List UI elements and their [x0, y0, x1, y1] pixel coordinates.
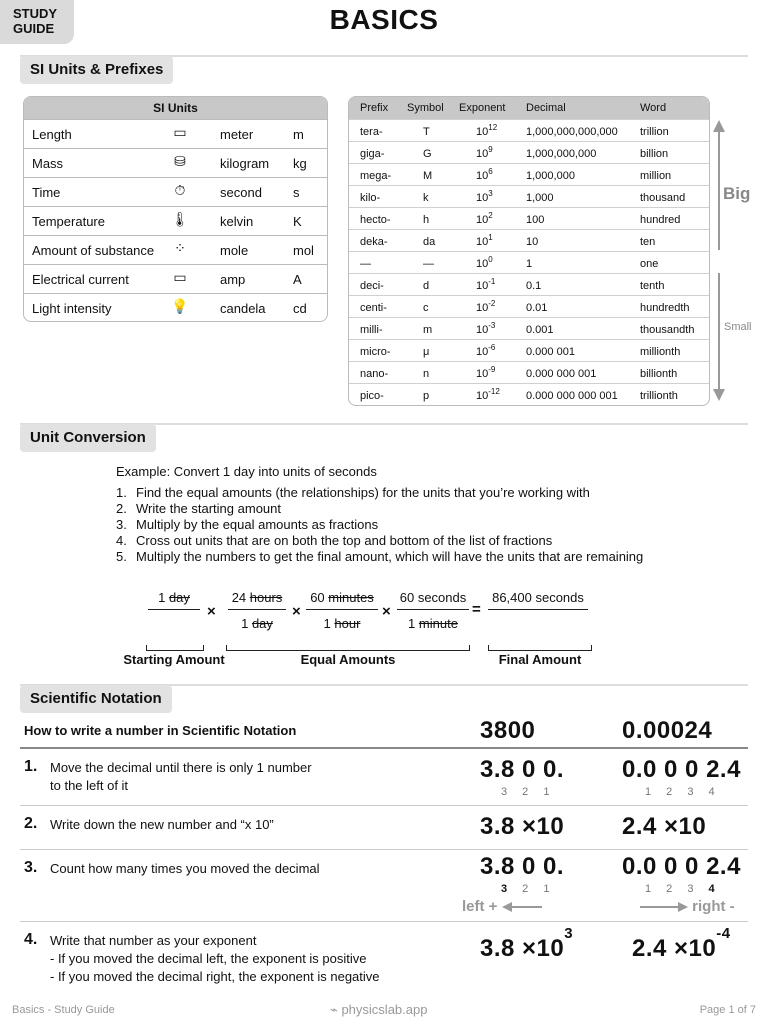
logo-icon: ⌁	[330, 1002, 338, 1017]
scientific-heading: How to write a number in Scientific Notation	[24, 723, 297, 738]
decimal-cell: 0.000 000 000 001	[526, 390, 618, 402]
b-moved-3: 0.0 0 0 2.4	[622, 853, 741, 880]
a-moved-3: 3.8 0 0.	[480, 853, 565, 880]
si-symbol: s	[293, 185, 300, 200]
section-scientific-title: Scientific Notation	[20, 685, 172, 713]
footer-right: Page 1 of 7	[699, 1004, 756, 1016]
si-quantity: Time	[32, 185, 61, 200]
word-cell: billion	[640, 148, 669, 160]
b-counts-3: 1 2 3 4	[645, 883, 721, 895]
prefix-col-header: Prefix	[360, 102, 389, 114]
weight-icon: ⛁	[174, 153, 186, 169]
heading-divider	[20, 747, 748, 749]
a-times: 3.8 ×10	[480, 813, 565, 840]
badge-line-2: GUIDE	[13, 21, 55, 36]
example-b: 0.00024	[622, 717, 713, 744]
si-quantity: Electrical current	[32, 272, 129, 287]
right-direction: right -	[640, 898, 735, 915]
prefix-cell: pico-	[360, 390, 384, 402]
word-cell: hundredth	[640, 302, 690, 314]
sn-step-2: 2.	[24, 815, 38, 832]
si-unit: amp	[220, 272, 246, 287]
left-arrow-icon	[502, 902, 542, 912]
prefix-cell: hecto-	[360, 214, 391, 226]
table-row	[349, 207, 709, 229]
word-cell: million	[640, 170, 672, 182]
conversion-example: Example: Convert 1 day into units of seconds	[116, 464, 377, 479]
right-arrow-icon	[640, 902, 688, 912]
symbol-cell: h	[423, 214, 430, 226]
table-row	[349, 251, 709, 273]
label-starting-amount: Starting Amount	[123, 652, 225, 667]
badge-line-1: STUDY	[13, 6, 58, 21]
decimal-cell: 1,000,000	[526, 170, 575, 182]
prefix-cell: milli-	[360, 324, 383, 336]
conversion-steps	[116, 485, 643, 565]
sn-step-3-text: Count how many times you moved the decimal	[50, 861, 320, 876]
symbol-cell: μ	[423, 346, 430, 358]
symbol-cell: c	[423, 302, 429, 314]
left-direction: left +	[462, 898, 542, 915]
si-quantity: Length	[32, 127, 72, 142]
word-cell: thousand	[640, 192, 686, 204]
b-final: $2.4 \times 10^{-4}$	[632, 925, 731, 962]
sn-step-1: 1.	[24, 758, 38, 775]
table-row	[349, 361, 709, 383]
table-row	[24, 148, 327, 177]
decimal-col-header: Decimal	[526, 102, 566, 114]
prefix-cell: —	[360, 258, 371, 270]
symbol-col-header: Symbol	[407, 102, 444, 114]
fraction-hours-day: 24 hours 1 day	[228, 590, 286, 631]
section-conversion-title: Unit Conversion	[20, 424, 156, 452]
word-cell: hundred	[640, 214, 681, 226]
exponent-cell: $10^{-9}$	[476, 365, 496, 380]
exponent-cell: $10^0$	[476, 255, 493, 270]
word-col-header: Word	[640, 102, 667, 114]
b-times: 2.4 ×10	[622, 813, 707, 840]
example-a: 3800	[480, 717, 536, 744]
sn-step-2-text: Write down the new number and “x 10”	[50, 817, 274, 832]
si-symbol: mol	[293, 243, 314, 258]
row-divider	[20, 805, 748, 806]
sn-step-3: 3.	[24, 859, 38, 876]
a-counts: 3 2 1	[501, 786, 556, 798]
list-item: 3. Multiply by the equal amounts as fractions	[116, 517, 379, 532]
symbol-cell: M	[423, 170, 433, 182]
list-item: 5. Multiply the numbers to get the final amount, which will have the units that are remaining	[116, 549, 644, 564]
list-item: 1. Find the equal amounts (the relationships) for the units that you’re working with	[116, 485, 590, 500]
exponent-cell: $10^{-3}$	[476, 321, 496, 336]
prefix-cell: giga-	[360, 148, 385, 160]
si-units-header: SI Units	[24, 97, 327, 119]
molecules-icon: ⁘	[174, 240, 186, 256]
si-unit: candela	[220, 301, 266, 316]
battery-icon: ▭	[173, 269, 187, 285]
si-unit: kilogram	[220, 156, 270, 171]
times-sign: ×	[382, 603, 391, 620]
prefix-header	[349, 97, 709, 119]
prefix-table	[348, 96, 710, 406]
word-cell: trillion	[640, 126, 669, 138]
fraction-result: 86,400 seconds	[488, 590, 588, 610]
decimal-cell: 0.01	[526, 302, 548, 314]
symbol-cell: p	[423, 390, 430, 402]
si-quantity: Amount of substance	[32, 243, 155, 258]
si-quantity: Mass	[32, 156, 64, 171]
sn-step-1-text: Move the decimal until there is only 1 number to the left of it	[50, 760, 312, 793]
decimal-cell: 1,000	[526, 192, 554, 204]
prefix-cell: kilo-	[360, 192, 381, 204]
si-symbol: m	[293, 127, 304, 142]
si-symbol: K	[293, 214, 302, 229]
prefix-cell: nano-	[360, 368, 389, 380]
symbol-cell: n	[423, 368, 430, 380]
symbol-cell: —	[423, 258, 434, 270]
si-quantity: Temperature	[32, 214, 105, 229]
table-row	[24, 293, 327, 322]
footer-left: Basics - Study Guide	[12, 1004, 115, 1016]
decimal-cell: 10	[526, 236, 539, 248]
symbol-cell: G	[423, 148, 432, 160]
times-sign: ×	[207, 603, 216, 620]
prefix-cell: mega-	[360, 170, 392, 182]
word-cell: thousandth	[640, 324, 695, 336]
small-label: Small	[724, 321, 752, 333]
table-row	[24, 177, 327, 206]
word-cell: one	[640, 258, 659, 270]
si-quantity: Light intensity	[32, 301, 112, 316]
fraction-minutes-hour: 60 minutes 1 hour	[306, 590, 378, 631]
row-divider	[20, 921, 748, 922]
si-unit: mole	[220, 243, 249, 258]
scale-arrow-icon	[710, 118, 728, 403]
bracket-final	[488, 645, 592, 651]
prefix-cell: deci-	[360, 280, 384, 292]
table-row	[349, 317, 709, 339]
exponent-cell: $10^9$	[476, 145, 493, 160]
exponent-cell: $10^6$	[476, 167, 493, 182]
word-cell: tenth	[640, 280, 665, 292]
table-row	[349, 119, 709, 141]
exponent-col-header: Exponent	[459, 102, 506, 114]
exponent-cell: $10^{-12}$	[476, 387, 500, 402]
exponent-cell: $10^1$	[476, 233, 493, 248]
big-label: Big	[723, 184, 751, 203]
symbol-cell: da	[423, 236, 436, 248]
word-cell: trillionth	[640, 390, 678, 402]
b-moved: 0.0 0 0 2.4	[622, 756, 741, 783]
prefix-cell: tera-	[360, 126, 383, 138]
decimal-cell: 1,000,000,000	[526, 148, 597, 160]
thermometer-icon: 🌡	[171, 211, 189, 227]
decimal-cell: 0.000 001	[526, 346, 575, 358]
bracket-equal	[226, 645, 470, 651]
sn-step-4-text: Write that number as your exponent - If you moved the decimal left, the exponent is positive - If you moved the decimal right, the exponent is negative	[50, 933, 380, 984]
symbol-cell: d	[423, 280, 430, 292]
table-row	[349, 383, 709, 405]
table-row	[349, 229, 709, 251]
decimal-cell: 1	[526, 258, 533, 270]
exponent-cell: $10^{-1}$	[476, 277, 496, 292]
prefix-cell: micro-	[360, 346, 391, 358]
exponent-cell: $10^{-6}$	[476, 343, 496, 358]
exponent-cell: $10^{-2}$	[476, 299, 496, 314]
label-equal-amounts: Equal Amounts	[300, 652, 396, 667]
word-cell: billionth	[640, 368, 678, 380]
a-moved: 3.8 0 0.	[480, 756, 565, 783]
si-unit: second	[220, 185, 262, 200]
fraction-seconds-minute: 60 seconds 1 minute	[397, 590, 469, 631]
decimal-cell: 1,000,000,000,000	[526, 126, 618, 138]
fraction-starting: 1 day	[148, 590, 200, 610]
si-units-table	[23, 96, 328, 322]
table-row	[24, 206, 327, 235]
times-sign: ×	[292, 603, 301, 620]
si-symbol: cd	[293, 301, 307, 316]
table-row	[349, 163, 709, 185]
list-item: 2. Write the starting amount	[116, 501, 281, 516]
a-final: $3.8 \times 10^3$	[480, 925, 574, 962]
prefix-cell: centi-	[360, 302, 387, 314]
prefix-cell: deka-	[360, 236, 388, 248]
table-row	[349, 273, 709, 295]
si-symbol: kg	[293, 156, 307, 171]
exponent-cell: $10^2$	[476, 211, 493, 226]
decimal-cell: 100	[526, 214, 545, 226]
list-item: 4. Cross out units that are on both the top and bottom of the list of fractions	[116, 533, 553, 548]
decimal-cell: 0.000 000 001	[526, 368, 597, 380]
word-cell: ten	[640, 236, 656, 248]
symbol-cell: m	[423, 324, 433, 336]
decimal-cell: 0.1	[526, 280, 542, 292]
table-row	[349, 141, 709, 163]
symbol-cell: T	[423, 126, 430, 138]
si-unit: kelvin	[220, 214, 254, 229]
footer-center[interactable]: ⌁ physicslab.app	[330, 1002, 428, 1017]
table-row	[349, 339, 709, 361]
table-row	[349, 295, 709, 317]
table-row	[24, 119, 327, 148]
sn-step-4: 4.	[24, 931, 38, 948]
equals-sign: =	[472, 601, 481, 618]
row-divider	[20, 849, 748, 850]
decimal-cell: 0.001	[526, 324, 554, 336]
word-cell: millionth	[640, 346, 681, 358]
a-counts-3: 3 2 1	[501, 883, 556, 895]
si-symbol: A	[293, 272, 302, 287]
exponent-cell: $10^3$	[476, 189, 493, 204]
stopwatch-icon: ⏱	[174, 182, 186, 198]
table-row	[349, 185, 709, 207]
lightbulb-icon: 💡	[171, 298, 189, 314]
b-counts: 1 2 3 4	[645, 786, 721, 798]
si-unit: meter	[220, 127, 254, 142]
page-title: BASICS	[329, 4, 439, 35]
symbol-cell: k	[423, 192, 429, 204]
ruler-icon: ▭	[173, 124, 187, 140]
table-row	[24, 235, 327, 264]
table-row	[24, 264, 327, 293]
exponent-cell: $10^{12}$	[476, 123, 498, 138]
section-si-title: SI Units & Prefixes	[20, 56, 173, 84]
bracket-start	[146, 645, 204, 651]
label-final-amount: Final Amount	[498, 652, 582, 667]
